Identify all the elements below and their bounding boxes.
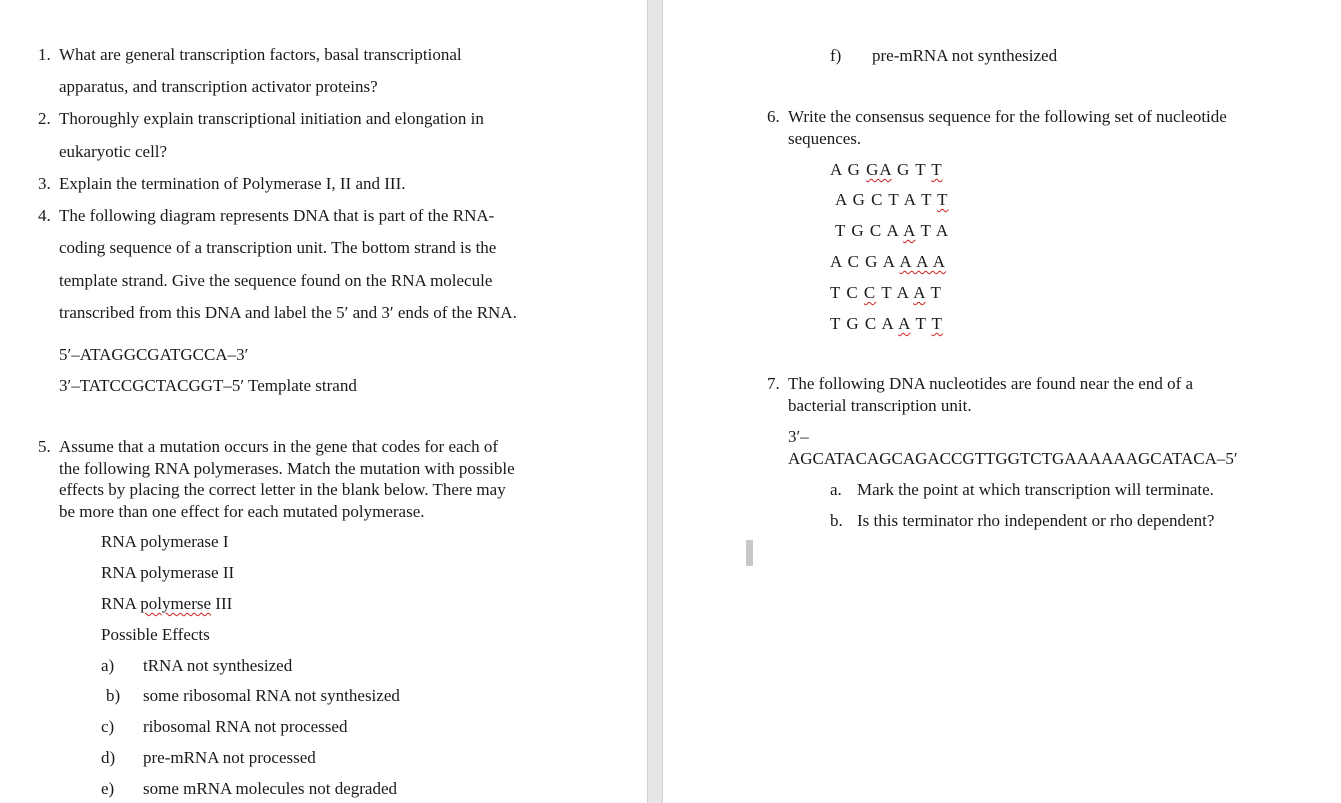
polymerase-label: RNA polymerase II — [101, 563, 235, 582]
seq-part: G T — [891, 160, 932, 179]
seq-part: A G C T A T — [835, 190, 938, 209]
subquestion-letter: b. — [830, 511, 843, 530]
polymerase-label-part: III — [211, 594, 233, 613]
spelling-error-word[interactable]: T — [931, 160, 943, 179]
question-number: 3. — [38, 174, 51, 193]
question-number: 1. — [38, 45, 51, 64]
question-number: 6. — [767, 107, 780, 126]
question-number: 5. — [38, 437, 51, 456]
text-cursor[interactable] — [746, 540, 753, 566]
nucleotide-sequence — [830, 313, 943, 335]
nucleotide-sequence — [835, 189, 948, 211]
effect-text: some mRNA molecules not degraded — [143, 779, 398, 798]
seq-part: T G C A — [835, 221, 904, 240]
effect-text: pre-mRNA not processed — [143, 748, 316, 767]
question-text: apparatus, and transcription activator proteins? — [59, 77, 378, 96]
dna-top-strand: 5′–ATAGGCGATGCCA–3′ — [59, 345, 249, 364]
spelling-error-word[interactable]: A — [903, 221, 916, 240]
question-text: transcribed from this DNA and label the 5′ and 3′ ends of the RNA. — [59, 303, 517, 322]
question-text: The following DNA nucleotides are found near the end of a — [788, 374, 1194, 393]
spelling-error-word[interactable]: A — [913, 283, 926, 302]
question-text: coding sequence of a transcription unit. The bottom strand is the — [59, 238, 497, 257]
spelling-error-word[interactable]: polymerse — [140, 594, 212, 613]
question-number: 7. — [767, 374, 780, 393]
question-text: effects by placing the correct letter in the blank below. There may — [59, 480, 506, 499]
spelling-error-word[interactable]: A — [879, 160, 892, 179]
question-text: Write the consensus sequence for the following set of nucleotide — [788, 107, 1227, 126]
question-number: 4. — [38, 206, 51, 225]
polymerase-label — [101, 593, 232, 615]
question-text: Explain the termination of Polymerase I, II and III. — [59, 174, 406, 193]
subquestion-text: Mark the point at which transcription will terminate. — [857, 480, 1214, 499]
nucleotide-sequence — [835, 220, 949, 242]
dna-sequence-start: 3′– — [788, 427, 809, 446]
question-text: eukaryotic cell? — [59, 142, 168, 161]
effect-text: ribosomal RNA not processed — [143, 717, 348, 736]
question-number: 2. — [38, 109, 51, 128]
seq-part: T A — [876, 283, 914, 302]
seq-part: T A — [915, 221, 950, 240]
effect-letter: e) — [101, 779, 115, 798]
seq-part: T — [910, 314, 932, 333]
effect-letter: c) — [101, 717, 115, 736]
page-edge — [647, 0, 648, 803]
effect-text: some ribosomal RNA not synthesized — [143, 686, 400, 705]
seq-part: A G — [830, 160, 867, 179]
dna-sequence: AGCATACAGCAGACCGTTGGTCTGAAAAAAGCATACA–5′ — [788, 449, 1238, 468]
effect-letter: b) — [106, 686, 121, 705]
spelling-error-word[interactable]: A A A — [899, 252, 947, 271]
spelling-error-word[interactable]: A — [898, 314, 911, 333]
dna-template-strand: 3′–TATCCGCTACGGT–5′ Template strand — [59, 376, 357, 395]
question-text: Assume that a mutation occurs in the gene that codes for each of — [59, 437, 499, 456]
effect-text: pre-mRNA not synthesized — [872, 46, 1058, 65]
seq-part: A C G A — [830, 252, 900, 271]
effect-text: tRNA not synthesized — [143, 656, 293, 675]
seq-part: T — [925, 283, 942, 302]
spelling-error-word[interactable]: C — [863, 283, 877, 302]
question-text: template strand. Give the sequence found on the RNA molecule — [59, 271, 493, 290]
polymerase-label: RNA polymerase I — [101, 532, 229, 551]
effect-letter: f) — [830, 46, 842, 65]
subquestion-text: Is this terminator rho independent or rho dependent? — [857, 511, 1215, 530]
question-text: bacterial transcription unit. — [788, 396, 972, 415]
effect-letter: d) — [101, 748, 116, 767]
effect-letter: a) — [101, 656, 115, 675]
seq-part: T C — [830, 283, 864, 302]
spelling-error-word[interactable]: T — [937, 190, 949, 209]
nucleotide-sequence — [830, 251, 946, 273]
effects-title: Possible Effects — [101, 625, 210, 644]
question-text: sequences. — [788, 129, 862, 148]
question-text: What are general transcription factors, basal transcriptional — [59, 45, 462, 64]
page-edge — [662, 0, 663, 803]
question-text: Thoroughly explain transcriptional initiation and elongation in — [59, 109, 484, 128]
spelling-error-word[interactable]: T — [931, 314, 943, 333]
question-text: The following diagram represents DNA that is part of the RNA- — [59, 206, 495, 225]
spelling-error-word[interactable]: G — [866, 160, 880, 179]
nucleotide-sequence — [830, 282, 942, 304]
seq-part: T G C A — [830, 314, 899, 333]
nucleotide-sequence — [830, 159, 943, 181]
polymerase-label-part: RNA — [101, 594, 141, 613]
question-text: be more than one effect for each mutated polymerase. — [59, 502, 425, 521]
question-text: the following RNA polymerases. Match the mutation with possible — [59, 459, 515, 478]
subquestion-letter: a. — [830, 480, 842, 499]
